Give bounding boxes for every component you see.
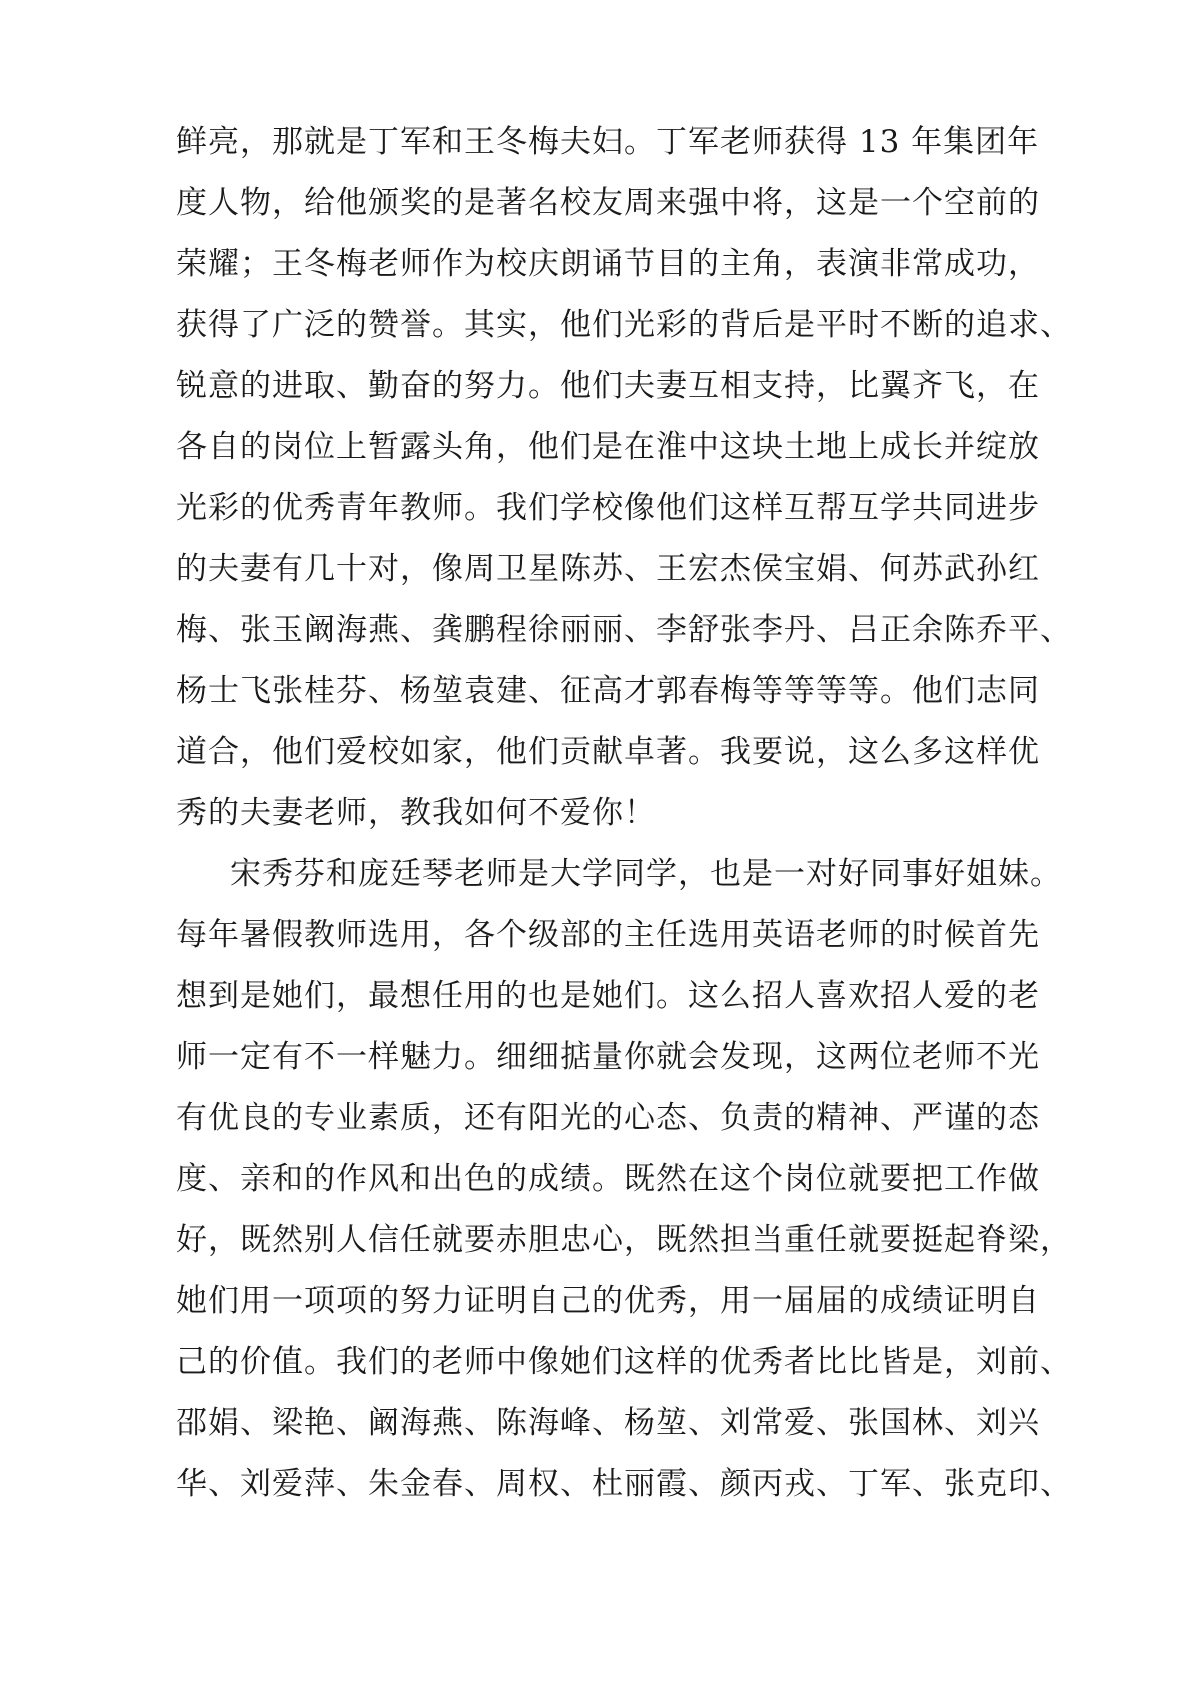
text-line: 邵娟、梁艳、阚海燕、陈海峰、杨堃、刘常爱、张国林、刘兴 [176, 1405, 1040, 1441]
text-line: 荣耀；王冬梅老师作为校庆朗诵节目的主角，表演非常成功， [176, 246, 1040, 282]
text-line: 梅、张玉阚海燕、龚鹏程徐丽丽、李舒张李丹、吕正余陈乔平、 [176, 612, 1072, 648]
text-line: 秀的夫妻老师，教我如何不爱你！ [176, 795, 656, 831]
body-text [176, 112, 1072, 1515]
text-line: 想到是她们，最想任用的也是她们。这么招人喜欢招人爱的老 [176, 978, 1040, 1014]
text-line: 杨士飞张桂芬、杨堃袁建、征高才郭春梅等等等等。他们志同 [176, 673, 1040, 709]
text-line: 光彩的优秀青年教师。我们学校像他们这样互帮互学共同进步 [176, 490, 1040, 526]
text-line: 师一定有不一样魅力。细细掂量你就会发现，这两位老师不光 [176, 1039, 1040, 1075]
paragraph-first-line: 宋秀芬和庞廷琴老师是大学同学，也是一对好同事好姐妹。 [230, 856, 1062, 892]
text-line: 好，既然别人信任就要赤胆忠心，既然担当重任就要挺起脊梁， [176, 1222, 1072, 1258]
text-line: 道合，他们爱校如家，他们贡献卓著。我要说，这么多这样优 [176, 734, 1040, 770]
text-line: 锐意的进取、勤奋的努力。他们夫妻互相支持，比翼齐飞，在 [176, 368, 1040, 404]
text-line: 鲜亮，那就是丁军和王冬梅夫妇。丁军老师获得 13 年集团年 [176, 124, 1040, 160]
text-line: 的夫妻有几十对，像周卫星陈苏、王宏杰侯宝娟、何苏武孙红 [176, 551, 1040, 587]
text-line: 度人物，给他颁奖的是著名校友周来强中将，这是一个空前的 [176, 185, 1040, 221]
text-line: 她们用一项项的努力证明自己的优秀，用一届届的成绩证明自 [176, 1283, 1040, 1319]
text-line: 每年暑假教师选用，各个级部的主任选用英语老师的时候首先 [176, 917, 1040, 953]
text-line: 有优良的专业素质，还有阳光的心态、负责的精神、严谨的态 [176, 1100, 1040, 1136]
text-line: 获得了广泛的赞誉。其实，他们光彩的背后是平时不断的追求、 [176, 307, 1072, 343]
text-line: 己的价值。我们的老师中像她们这样的优秀者比比皆是，刘前、 [176, 1344, 1072, 1380]
text-line: 度、亲和的作风和出色的成绩。既然在这个岗位就要把工作做 [176, 1161, 1040, 1197]
text-line: 各自的岗位上暂露头角，他们是在淮中这块土地上成长并绽放 [176, 429, 1040, 465]
text-line: 华、刘爱萍、朱金春、周权、杜丽霞、颜丙戎、丁军、张克印、 [176, 1466, 1072, 1502]
